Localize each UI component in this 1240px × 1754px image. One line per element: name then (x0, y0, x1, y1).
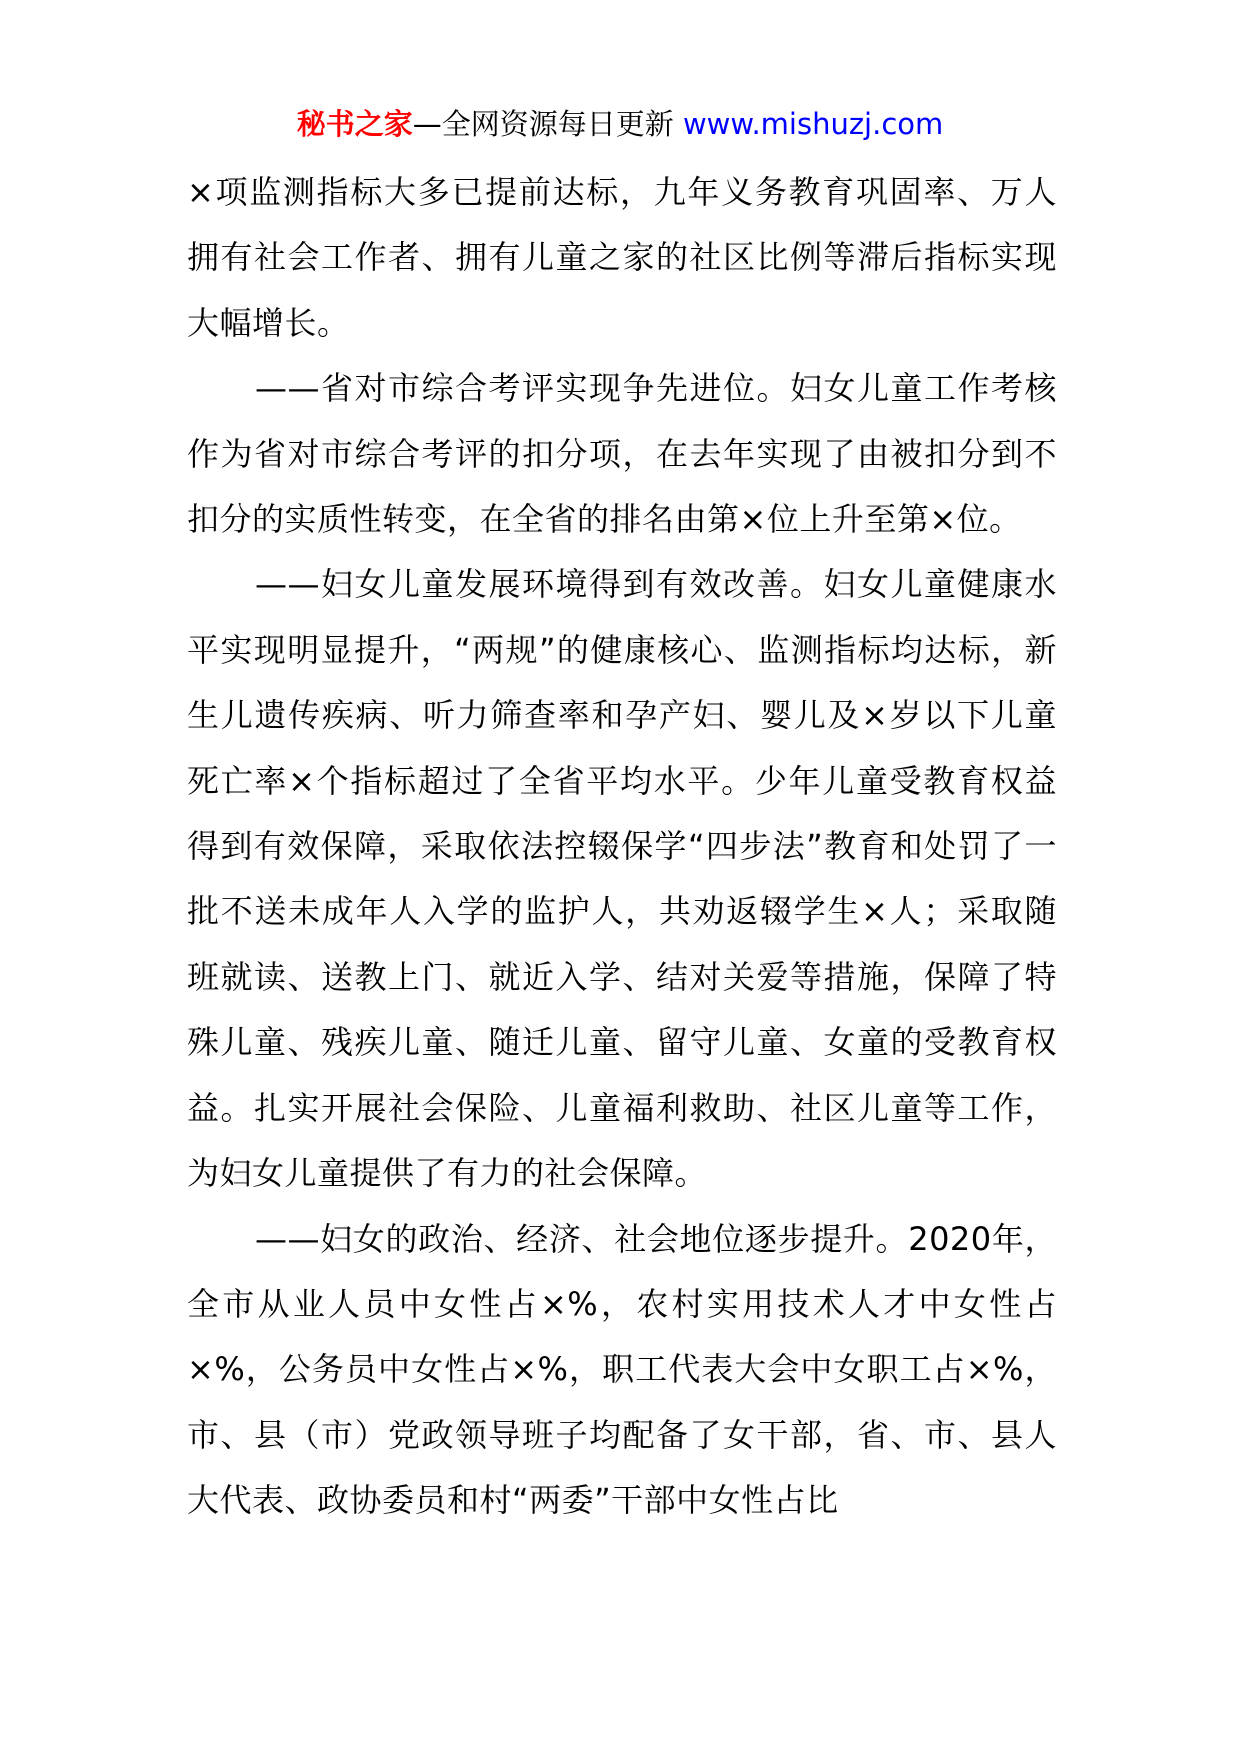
paragraph-continued: ×项监测指标大多已提前达标，九年义务教育巩固率、万人拥有社会工作者、拥有儿童之家的社区比例等滞后指标实现大幅增长。 (187, 173, 1057, 342)
site-header (0, 104, 1240, 144)
paragraph-women-status: ——妇女的政治、经济、社会地位逐步提升。2020年，全市从业人员中女性占×%，农村实用技术人才中女性占×%，公务员中女性占×%，职工代表大会中女职工占×%，市、县（市）党政领导班子均配备了女干部，省、市、县人大代表、政协委员和村“两委”干部中女性占比 (187, 1219, 1057, 1520)
site-tagline: —全网资源每日更新 (412, 107, 683, 141)
paragraph-environment: ——妇女儿童发展环境得到有效改善。妇女儿童健康水平实现明显提升，“两规”的健康核心、监测指标均达标，新生儿遗传疾病、听力筛查率和孕产妇、婴儿及×岁以下儿童死亡率×个指标超过了全省平均水平。少年儿童受教育权益得到有效保障，采取依法控辍保学“四步法”教育和处罚了一批不送未成年人入学的监护人，共劝返辍学生×人；采取随班就读、送教上门、就近入学、结对关爱等措施，保障了特殊儿童、残疾儿童、随迁儿童、留守儿童、女童的受教育权益。扎实开展社会保险、儿童福利救助、社区儿童等工作，为妇女儿童提供了有力的社会保障。 (187, 565, 1057, 1193)
document-body (187, 160, 1057, 1534)
site-brand: 秘书之家 (296, 107, 413, 141)
paragraph-ranking: ——省对市综合考评实现争先进位。妇女儿童工作考核作为省对市综合考评的扣分项，在去年实现了由被扣分到不扣分的实质性转变，在全省的排名由第×位上升至第×位。 (187, 369, 1057, 539)
site-url-link[interactable]: www.mishuzj.com (682, 107, 944, 141)
